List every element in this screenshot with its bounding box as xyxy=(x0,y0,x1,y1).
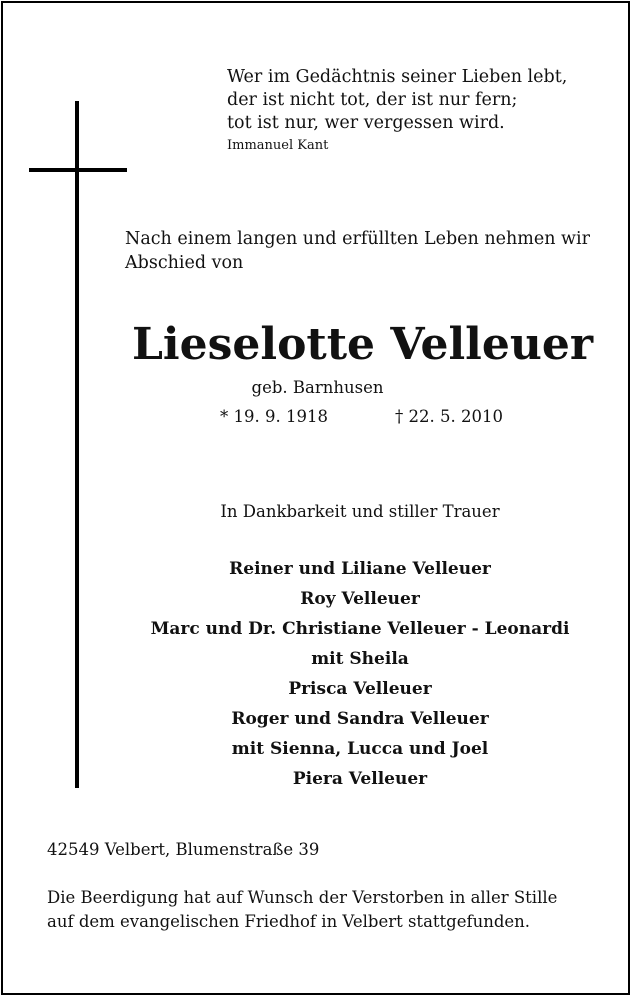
intro-text xyxy=(125,227,590,275)
birth-date: * 19. 9. 1918 xyxy=(220,407,328,426)
family-member: Piera Velleuer xyxy=(292,769,428,789)
funeral-note-line: auf dem evangelischen Friedhof in Velbert stattgefunden. xyxy=(47,912,531,931)
family-list xyxy=(0,554,635,794)
quote-author: Immanuel Kant xyxy=(227,138,329,153)
family-member: Roy Velleuer xyxy=(300,589,420,609)
cross-horizontal-bar xyxy=(29,168,127,172)
intro-line: Nach einem langen und erfüllten Leben nehmen wir xyxy=(125,229,590,249)
funeral-note xyxy=(47,886,557,934)
family-member: Reiner und Liliane Velleuer xyxy=(229,559,491,579)
quote-line: tot ist nur, wer vergessen wird. xyxy=(227,113,505,133)
family-member: Marc und Dr. Christiane Velleuer - Leonardi xyxy=(150,619,570,639)
grief-line: In Dankbarkeit und stiller Trauer xyxy=(220,502,500,521)
memorial-quote xyxy=(227,66,567,155)
funeral-note-line: Die Beerdigung hat auf Wunsch der Verstorben in aller Stille xyxy=(47,888,558,907)
birth-name: geb. Barnhusen xyxy=(251,378,384,397)
family-member: mit Sienna, Lucca und Joel xyxy=(231,739,489,759)
intro-line: Abschied von xyxy=(125,253,244,273)
family-member: mit Sheila xyxy=(311,649,409,669)
deceased-name: Lieselotte Velleuer xyxy=(131,319,594,370)
family-member: Roger und Sandra Velleuer xyxy=(231,709,489,729)
quote-line: Wer im Gedächtnis seiner Lieben lebt, xyxy=(227,67,568,87)
quote-line: der ist nicht tot, der ist nur fern; xyxy=(227,90,518,110)
death-date: † 22. 5. 2010 xyxy=(395,407,503,426)
address: 42549 Velbert, Blumenstraße 39 xyxy=(47,840,320,859)
family-member: Prisca Velleuer xyxy=(288,679,432,699)
